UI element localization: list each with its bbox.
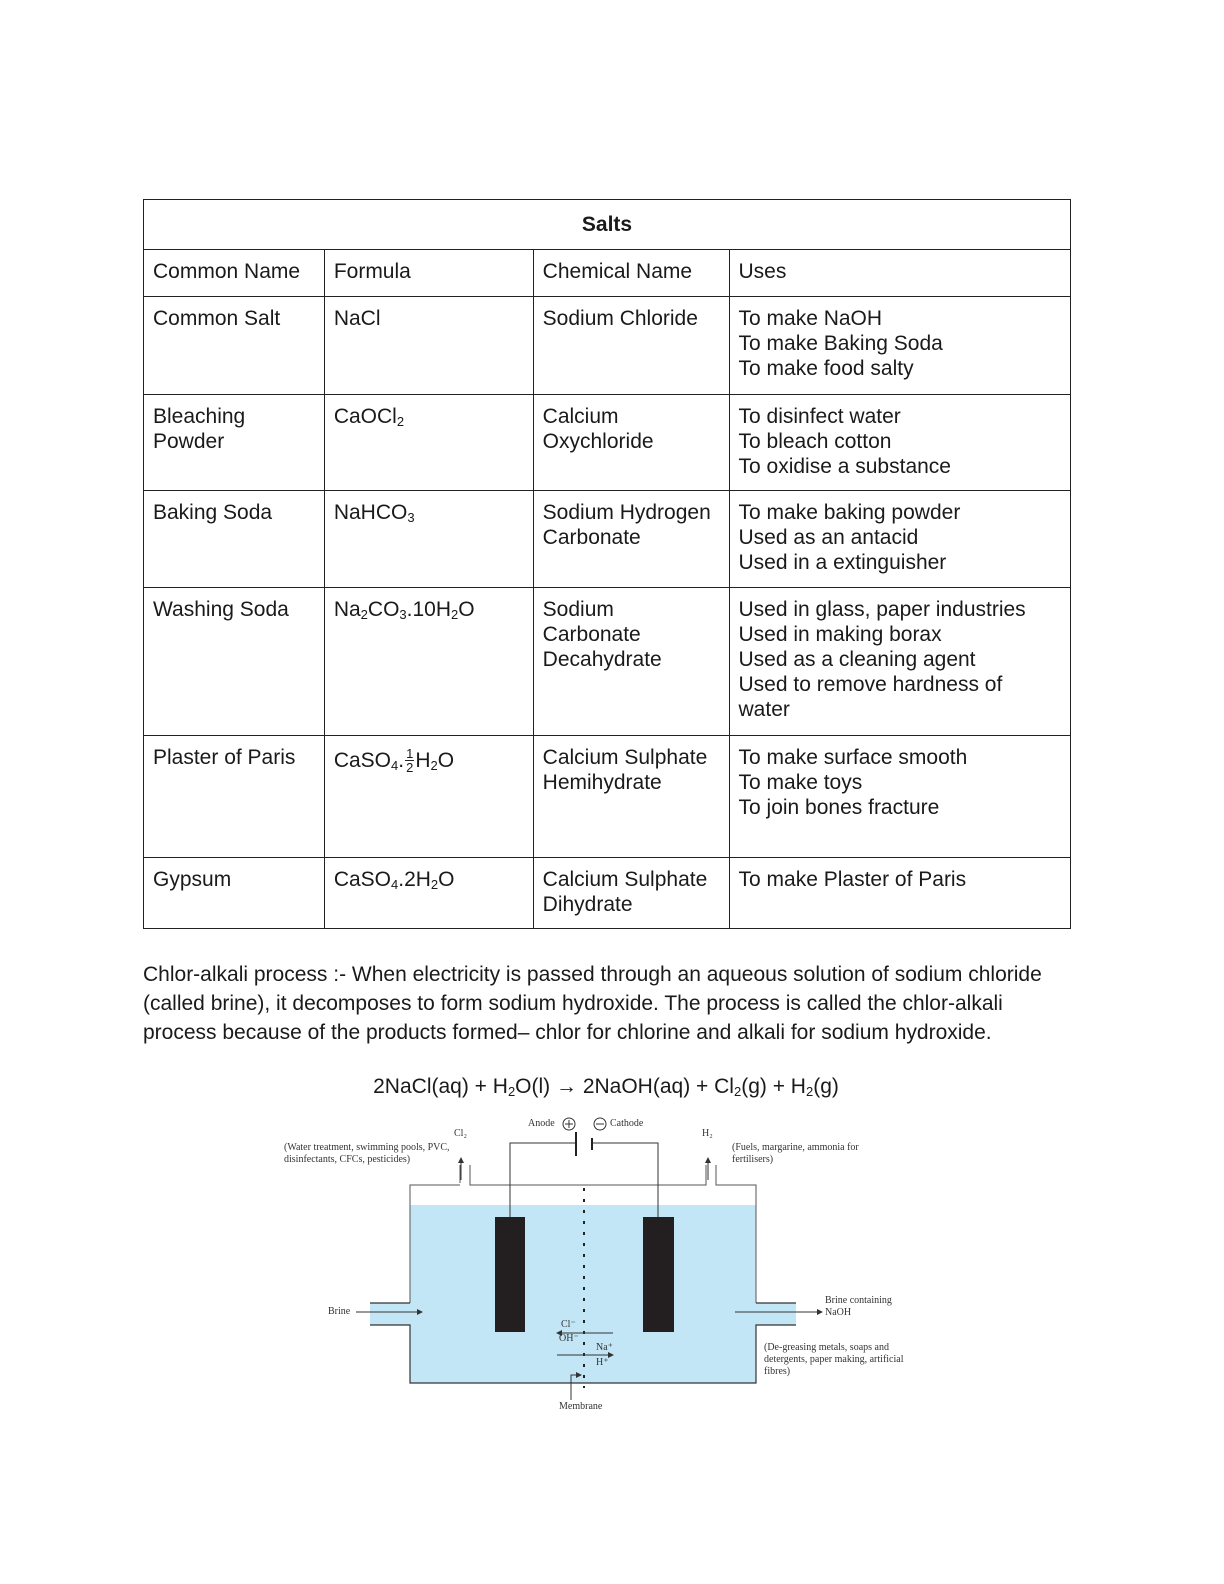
formula-text: CaSO: [333, 868, 391, 891]
chemical-name-line: Carbonate: [542, 526, 641, 549]
use-line: To make NaOH: [738, 307, 883, 330]
chemical-name-line: Calcium Sulphate: [542, 746, 708, 769]
ion-na-label: Na⁺: [596, 1342, 613, 1353]
h2-label: H₂: [702, 1128, 713, 1139]
table-row: [144, 395, 1071, 491]
formula-text: O: [438, 868, 455, 891]
equation-subscript: 2: [507, 1084, 516, 1099]
formula-subscript: 3: [399, 607, 407, 622]
chemical-name-cell: [533, 297, 729, 395]
formula-text: .10H: [406, 598, 451, 621]
common-name-cell: Common Salt: [144, 297, 325, 395]
chemical-name-cell: [533, 491, 729, 588]
chemical-name-line: Carbonate: [542, 623, 641, 646]
fraction-one-half: [405, 747, 414, 774]
fraction-denominator: 2: [406, 760, 414, 775]
chemical-name-cell: [533, 736, 729, 858]
use-line: To make Baking Soda: [738, 332, 943, 355]
use-line: Used as an antacid: [738, 526, 919, 549]
use-line: To oxidise a substance: [738, 455, 951, 478]
formula-subscript: 2: [430, 758, 438, 774]
brine-in-label: Brine: [328, 1306, 351, 1317]
table-title: Salts: [144, 200, 1071, 250]
equation-body: [373, 1075, 839, 1098]
common-name-cell: Gypsum: [144, 858, 325, 929]
table-header-row: [144, 250, 1071, 297]
formula-cell: [324, 736, 533, 858]
equation-subscript: 2: [733, 1084, 742, 1099]
formula-text: NaHCO: [333, 501, 408, 524]
common-name-line: Bleaching: [153, 405, 246, 428]
common-name-cell: Plaster of Paris: [144, 736, 325, 858]
cl2-uses-label: (Water treatment, swimming pools, PVC, disinfectants, CFCs, pesticides): [284, 1142, 450, 1165]
uses-cell: [729, 736, 1070, 858]
equation-part: (g): [813, 1075, 839, 1098]
use-line: To bleach cotton: [738, 430, 892, 453]
chemical-name-line: Hemihydrate: [542, 771, 662, 794]
uses-cell: [729, 588, 1070, 736]
common-name-line: Powder: [153, 430, 225, 453]
formula-text: CO: [367, 598, 400, 621]
use-line: Used to remove hardness of: [738, 673, 1003, 696]
header-uses: Uses: [729, 250, 1070, 297]
equation-part: O(l) → 2NaOH(aq) + Cl: [515, 1075, 734, 1098]
use-line: To make surface smooth: [738, 746, 968, 769]
chemical-name-line: Sodium Hydrogen: [542, 501, 711, 524]
header-chemical-name: Chemical Name: [533, 250, 729, 297]
salts-table: [143, 199, 1071, 929]
formula-text: O: [458, 598, 475, 621]
use-line: To make toys: [738, 771, 863, 794]
chemical-equation: [0, 1075, 1224, 1099]
formula-subscript: 2: [451, 607, 459, 622]
use-line: Used in making borax: [738, 623, 942, 646]
cathode-electrode: [643, 1217, 674, 1332]
table-row: [144, 736, 1071, 858]
chemical-name-line: Sodium: [542, 598, 614, 621]
chemical-name-line: Calcium Sulphate: [542, 868, 708, 891]
formula-cell: [324, 395, 533, 491]
equation-part: 2NaCl(aq) + H: [373, 1075, 508, 1098]
formula-subscript: 2: [360, 607, 368, 622]
use-line: To make food salty: [738, 357, 914, 380]
use-line: Used as a cleaning agent: [738, 648, 976, 671]
ion-cl-label: Cl⁻: [561, 1319, 576, 1330]
formula-subscript: 3: [407, 510, 415, 525]
use-line: water: [738, 698, 790, 721]
header-formula: Formula: [324, 250, 533, 297]
uses-cell: [729, 395, 1070, 491]
naoh-uses-label: (De-greasing metals, soaps and detergents, paper making, artificial fibres): [764, 1342, 904, 1377]
formula-subscript: 2: [430, 877, 439, 892]
table-row: [144, 858, 1071, 929]
table-title-row: [144, 200, 1071, 250]
table-row: [144, 491, 1071, 588]
equation-part: (g) + H: [741, 1075, 806, 1098]
cathode-label: Cathode: [610, 1118, 644, 1129]
table-row: [144, 297, 1071, 395]
ion-oh-label: OH⁻: [559, 1333, 579, 1344]
use-line: To make baking powder: [738, 501, 961, 524]
cl2-label: Cl₂: [454, 1128, 467, 1139]
chemical-name-line: Dihydrate: [542, 893, 633, 916]
chemical-name-line: Calcium: [542, 405, 619, 428]
formula-text: CaSO: [333, 749, 391, 773]
formula-text: Na: [333, 598, 361, 621]
chemical-name-cell: [533, 858, 729, 929]
use-line: To make Plaster of Paris: [738, 868, 967, 891]
formula-cell: [324, 491, 533, 588]
formula-text: O: [437, 749, 455, 773]
use-line: Used in glass, paper industries: [738, 598, 1026, 621]
anode-electrode: [495, 1217, 525, 1332]
uses-cell: [729, 858, 1070, 929]
uses-cell: [729, 491, 1070, 588]
brine-out-label: Brine containing NaOH: [825, 1295, 892, 1318]
chemical-name-line: Sodium Chloride: [542, 307, 698, 330]
chemical-name-line: Oxychloride: [542, 430, 654, 453]
formula-cell: [324, 588, 533, 736]
header-common-name: Common Name: [144, 250, 325, 297]
fraction-numerator: 1: [406, 746, 414, 761]
uses-cell: [729, 297, 1070, 395]
common-name-cell: Washing Soda: [144, 588, 325, 736]
ion-h-label: H⁺: [596, 1357, 609, 1368]
formula-text: H: [415, 749, 431, 773]
use-line: To join bones fracture: [738, 796, 940, 819]
common-name-cell: [144, 395, 325, 491]
formula-text: .2H: [398, 868, 431, 891]
formula-subscript: 2: [396, 414, 405, 429]
formula-subscript: 4: [391, 877, 399, 892]
formula-text: .: [398, 749, 405, 773]
formula-cell: [324, 858, 533, 929]
use-line: To disinfect water: [738, 405, 901, 428]
chemical-name-line: Decahydrate: [542, 648, 662, 671]
anode-label: Anode: [528, 1118, 555, 1129]
common-name-cell: Baking Soda: [144, 491, 325, 588]
equation-subscript: 2: [805, 1084, 814, 1099]
chlor-alkali-paragraph: Chlor-alkali process :- When electricity is passed through an aqueous solution of sodium chloride (called brine), it decomposes to form sodium hydroxide. The process is called the chlor-alkali process because of the products formed– chlor for chlorine and alkali for sodium hydroxide.: [143, 963, 1042, 1044]
table-row: [144, 588, 1071, 736]
chemical-name-cell: [533, 395, 729, 491]
brine-solution: [410, 1205, 756, 1383]
use-line: Used in a extinguisher: [738, 551, 947, 574]
formula-cell: NaCl: [324, 297, 533, 395]
chlor-alkali-diagram: [270, 1110, 950, 1420]
formula-text: CaOCl: [333, 405, 397, 428]
membrane-label: Membrane: [559, 1401, 603, 1412]
formula-subscript: 4: [391, 758, 399, 774]
chemical-name-cell: [533, 588, 729, 736]
h2-uses-label: (Fuels, margarine, ammonia for fertilisers): [732, 1142, 859, 1165]
